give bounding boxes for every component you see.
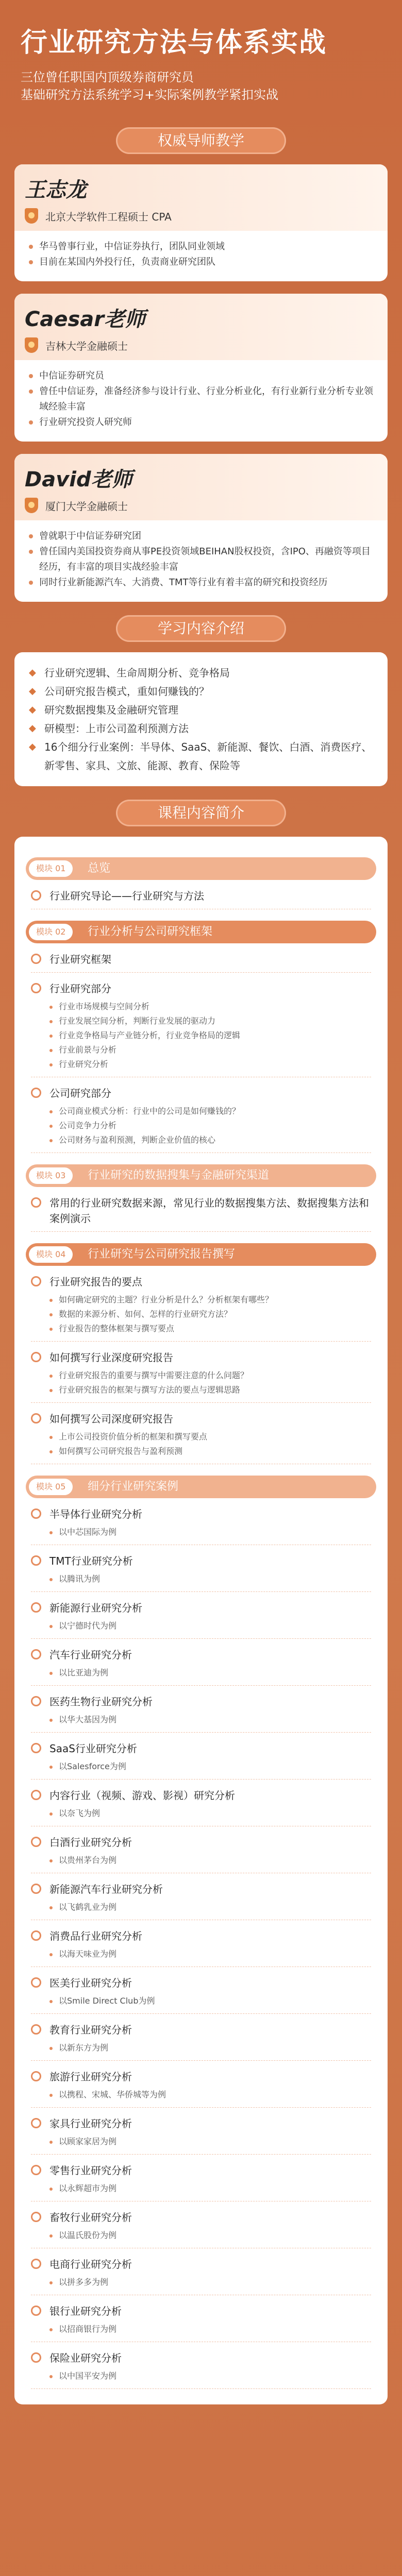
bio-item: 曾任国内美国投资券商从事PE投资领域BEIHAN股权投资，含IPO、再融资等项目经历，有丰富的项目实战经验丰富 bbox=[27, 544, 375, 575]
goals-section-title: 学习内容介绍 bbox=[116, 615, 286, 642]
teacher-bio bbox=[14, 360, 388, 442]
topic-subitem: 行业竞争格局与产业链分析，行业竞争格局的逻辑 bbox=[49, 1028, 376, 1043]
topic-item: 公司研究部分 bbox=[31, 1086, 376, 1101]
teachers-list bbox=[0, 164, 402, 602]
teacher-name: Caesar老师 bbox=[25, 308, 146, 331]
module-tag: 模块 02 bbox=[29, 924, 73, 940]
topic-item: 家具行业研究分析 bbox=[31, 2116, 376, 2131]
topic-item: 旅游行业研究分析 bbox=[31, 2069, 376, 2084]
topic-subitem: 如何撰写公司研究报告与盈利预测 bbox=[49, 1444, 376, 1459]
topic-subitem: 公司商业模式分析：行业中的公司是如何赚钱的？ bbox=[49, 1104, 376, 1118]
topic-subitem: 如何确定研究的主题？行业分析是什么？分析框架有哪些？ bbox=[49, 1293, 376, 1307]
hero bbox=[0, 0, 402, 114]
topic-subitem: 以华大基因为例 bbox=[49, 1713, 376, 1727]
module-header bbox=[26, 1164, 376, 1187]
teacher-header bbox=[14, 294, 388, 360]
module-tag: 模块 04 bbox=[29, 1246, 73, 1263]
goal-item: ◆ 研究数据搜集及金融研究管理 bbox=[29, 701, 373, 719]
topic-subitem: 以贵州茅台为例 bbox=[49, 1853, 376, 1868]
topic-item: 汽车行业研究分析 bbox=[31, 1647, 376, 1663]
topic-item: 常用的行业研究数据来源，常见行业的数据搜集方法、数据搜集方法和案例演示 bbox=[31, 1195, 376, 1226]
divider bbox=[31, 2154, 371, 2155]
topic-subitem: 数据的来源分析、如何、怎样的行业研究方法？ bbox=[49, 1307, 376, 1321]
bio-item: 同时行业新能源汽车、大消费、TMT等行业有着丰富的研究和投资经历 bbox=[27, 575, 375, 590]
teacher-card bbox=[14, 454, 388, 602]
teacher-credential bbox=[25, 208, 377, 224]
teacher-name: 王志龙 bbox=[25, 178, 87, 202]
teacher-header bbox=[14, 454, 388, 520]
topic-item: 医美行业研究分析 bbox=[31, 1975, 376, 1991]
bio-item: 中信证券研究员 bbox=[27, 368, 375, 384]
teacher-name: David老师 bbox=[25, 468, 132, 492]
topic-subitem: 以腾讯为例 bbox=[49, 1572, 376, 1586]
medal-icon bbox=[25, 337, 38, 353]
teacher-credential-text: 厦门大学金融硕士 bbox=[45, 500, 128, 513]
topic-item: 行业研究部分 bbox=[31, 981, 376, 996]
bio-item: 华马曾事行业，中信证券执行，团队同业领域 bbox=[27, 239, 375, 255]
topic-subitem: 以Salesforce为例 bbox=[49, 1759, 376, 1774]
topic-subitem: 上市公司投资价值分析的框架和撰写要点 bbox=[49, 1430, 376, 1444]
topic-subitem: 以飞鹤乳业为例 bbox=[49, 1900, 376, 1914]
topic-subitem: 以宁德时代为例 bbox=[49, 1619, 376, 1633]
topic-subitem: 以拼多多为例 bbox=[49, 2275, 376, 2290]
topic-item: 行业研究报告的要点 bbox=[31, 1274, 376, 1290]
topic-subitem: 以Smile Direct Club为例 bbox=[49, 1994, 376, 2008]
topic-subitem: 行业研究分析 bbox=[49, 1057, 376, 1072]
module-header bbox=[26, 857, 376, 880]
teacher-bio bbox=[14, 231, 388, 281]
topic-subitem: 以携程、宋城、华侨城等为例 bbox=[49, 2088, 376, 2102]
module-header bbox=[26, 921, 376, 943]
teacher-bio bbox=[14, 520, 388, 602]
teacher-credential-text: 吉林大学金融硕士 bbox=[45, 340, 128, 352]
teacher-card bbox=[14, 164, 388, 281]
divider bbox=[31, 1402, 371, 1403]
goal-item: ◆ 16个细分行业案例：半导体、SaaS、新能源、餐饮、白酒、消费医疗、新零售、家具、文旅、能源、教育、保险等 bbox=[29, 738, 373, 775]
topic-subitem: 以海天味业为例 bbox=[49, 1947, 376, 1961]
hero-subtitle-2: 基础研究方法系统学习+实际案例教学紧扣实战 bbox=[21, 88, 279, 102]
module-title: 细分行业研究案例 bbox=[88, 1480, 179, 1493]
goals-card bbox=[14, 652, 388, 786]
teacher-credential-text: 北京大学软件工程硕士 CPA bbox=[45, 210, 172, 223]
teacher-credential bbox=[25, 498, 377, 513]
topic-item: 行业研究框架 bbox=[31, 952, 376, 967]
topic-item: 半导体行业研究分析 bbox=[31, 1506, 376, 1522]
topic-subitem: 行业发展空间分析，判断行业发展的驱动力 bbox=[49, 1014, 376, 1028]
module-title: 行业研究与公司研究报告撰写 bbox=[88, 1248, 236, 1261]
topic-item: 新能源汽车行业研究分析 bbox=[31, 1882, 376, 1897]
teacher-credential bbox=[25, 337, 377, 353]
topic-subitem: 行业研究报告的框架与撰写方法的要点与逻辑思路 bbox=[49, 1383, 376, 1397]
topic-subitem: 公司财务与盈利预测，判断企业价值的核心 bbox=[49, 1133, 376, 1147]
divider bbox=[31, 1341, 371, 1342]
divider bbox=[31, 2013, 371, 2014]
course-content-card bbox=[14, 837, 388, 2404]
module-tag: 模块 03 bbox=[29, 1167, 73, 1184]
medal-icon bbox=[25, 498, 38, 513]
hero-subtitle-1: 三位曾任职国内顶级券商研究员 bbox=[21, 70, 194, 84]
topic-item: 内容行业（视频、游戏、影视）研究分析 bbox=[31, 1788, 376, 1803]
content-section-title: 课程内容简介 bbox=[116, 800, 286, 826]
topic-item: 零售行业研究分析 bbox=[31, 2163, 376, 2178]
topic-item: 新能源行业研究分析 bbox=[31, 1600, 376, 1616]
teacher-card bbox=[14, 294, 388, 442]
divider bbox=[31, 1779, 371, 1780]
module-title: 行业分析与公司研究框架 bbox=[88, 925, 213, 938]
topic-subitem: 以奈飞为例 bbox=[49, 1806, 376, 1821]
topic-subitem: 行业研究报告的重要与撰写中需要注意的什么问题？ bbox=[49, 1368, 376, 1383]
divider bbox=[31, 2107, 371, 2108]
divider bbox=[31, 972, 371, 973]
bio-item: 曾任中信证券，准备经济参与设计行业、行业分析业化，有行业新行业分析专业领域经验丰富 bbox=[27, 384, 375, 415]
topic-subitem: 行业市场规模与空间分析 bbox=[49, 999, 376, 1014]
module-tag: 模块 05 bbox=[29, 1479, 73, 1495]
topic-subitem: 公司竞争力分析 bbox=[49, 1118, 376, 1133]
divider bbox=[31, 1638, 371, 1639]
module-header bbox=[26, 1476, 376, 1498]
topic-item: 电商行业研究分析 bbox=[31, 2257, 376, 2272]
topic-subitem: 以温氏股份为例 bbox=[49, 2228, 376, 2243]
topic-item: 保险业研究分析 bbox=[31, 2350, 376, 2366]
goal-item: ◆ 行业研究逻辑、生命周期分析、竞争格局 bbox=[29, 664, 373, 682]
bio-item: 曾就职于中信证券研究团 bbox=[27, 529, 375, 544]
topic-item: 行业研究导论——行业研究与方法 bbox=[31, 888, 376, 904]
topic-subitem: 以中国平安为例 bbox=[49, 2369, 376, 2383]
medal-icon bbox=[25, 208, 38, 224]
topic-item: 医药生物行业研究分析 bbox=[31, 1694, 376, 1709]
topic-item: 银行业研究分析 bbox=[31, 2303, 376, 2319]
topic-item: 教育行业研究分析 bbox=[31, 2022, 376, 2038]
divider bbox=[31, 2060, 371, 2061]
topic-subitem: 行业报告的整体框架与撰写要点 bbox=[49, 1321, 376, 1336]
module-title: 总览 bbox=[88, 862, 111, 875]
teacher-header bbox=[14, 164, 388, 231]
page-title: 行业研究方法与体系实战 bbox=[21, 27, 327, 58]
topic-item: 畜牧行业研究分析 bbox=[31, 2210, 376, 2225]
topic-subitem: 行业前景与分析 bbox=[49, 1043, 376, 1057]
topic-subitem: 以永辉超市为例 bbox=[49, 2181, 376, 2196]
teachers-section-title: 权威导师教学 bbox=[116, 127, 286, 154]
topic-subitem: 以新东方为例 bbox=[49, 2041, 376, 2055]
topic-subitem: 以中芯国际为例 bbox=[49, 1525, 376, 1539]
topic-item: 如何撰写行业深度研究报告 bbox=[31, 1350, 376, 1365]
divider bbox=[31, 1732, 371, 1733]
topic-subitem: 以顾家家居为例 bbox=[49, 2134, 376, 2149]
divider bbox=[31, 1231, 371, 1232]
topic-item: 如何撰写公司深度研究报告 bbox=[31, 1411, 376, 1427]
goal-item: ◆ 公司研究报告模式，重如何赚钱的？ bbox=[29, 682, 373, 701]
topic-item: 白酒行业研究分析 bbox=[31, 1835, 376, 1850]
module-title: 行业研究的数据搜集与金融研究渠道 bbox=[88, 1169, 270, 1182]
module-tag: 模块 01 bbox=[29, 860, 73, 877]
topic-item: 消费品行业研究分析 bbox=[31, 1928, 376, 1944]
topic-item: SaaS行业研究分析 bbox=[31, 1741, 376, 1756]
topic-subitem: 以招商银行为例 bbox=[49, 2322, 376, 2336]
topic-item: TMT行业研究分析 bbox=[31, 1553, 376, 1569]
bio-item: 行业研究投资人研究师 bbox=[27, 415, 375, 430]
divider bbox=[31, 1591, 371, 1592]
topic-subitem: 以比亚迪为例 bbox=[49, 1666, 376, 1680]
module-header bbox=[26, 1243, 376, 1266]
divider bbox=[31, 2388, 371, 2389]
bio-item: 目前在某国内外投行任，负责商业研究团队 bbox=[27, 255, 375, 270]
divider bbox=[31, 1685, 371, 1686]
goal-item: ◆ 研模型：上市公司盈利预测方法 bbox=[29, 719, 373, 738]
